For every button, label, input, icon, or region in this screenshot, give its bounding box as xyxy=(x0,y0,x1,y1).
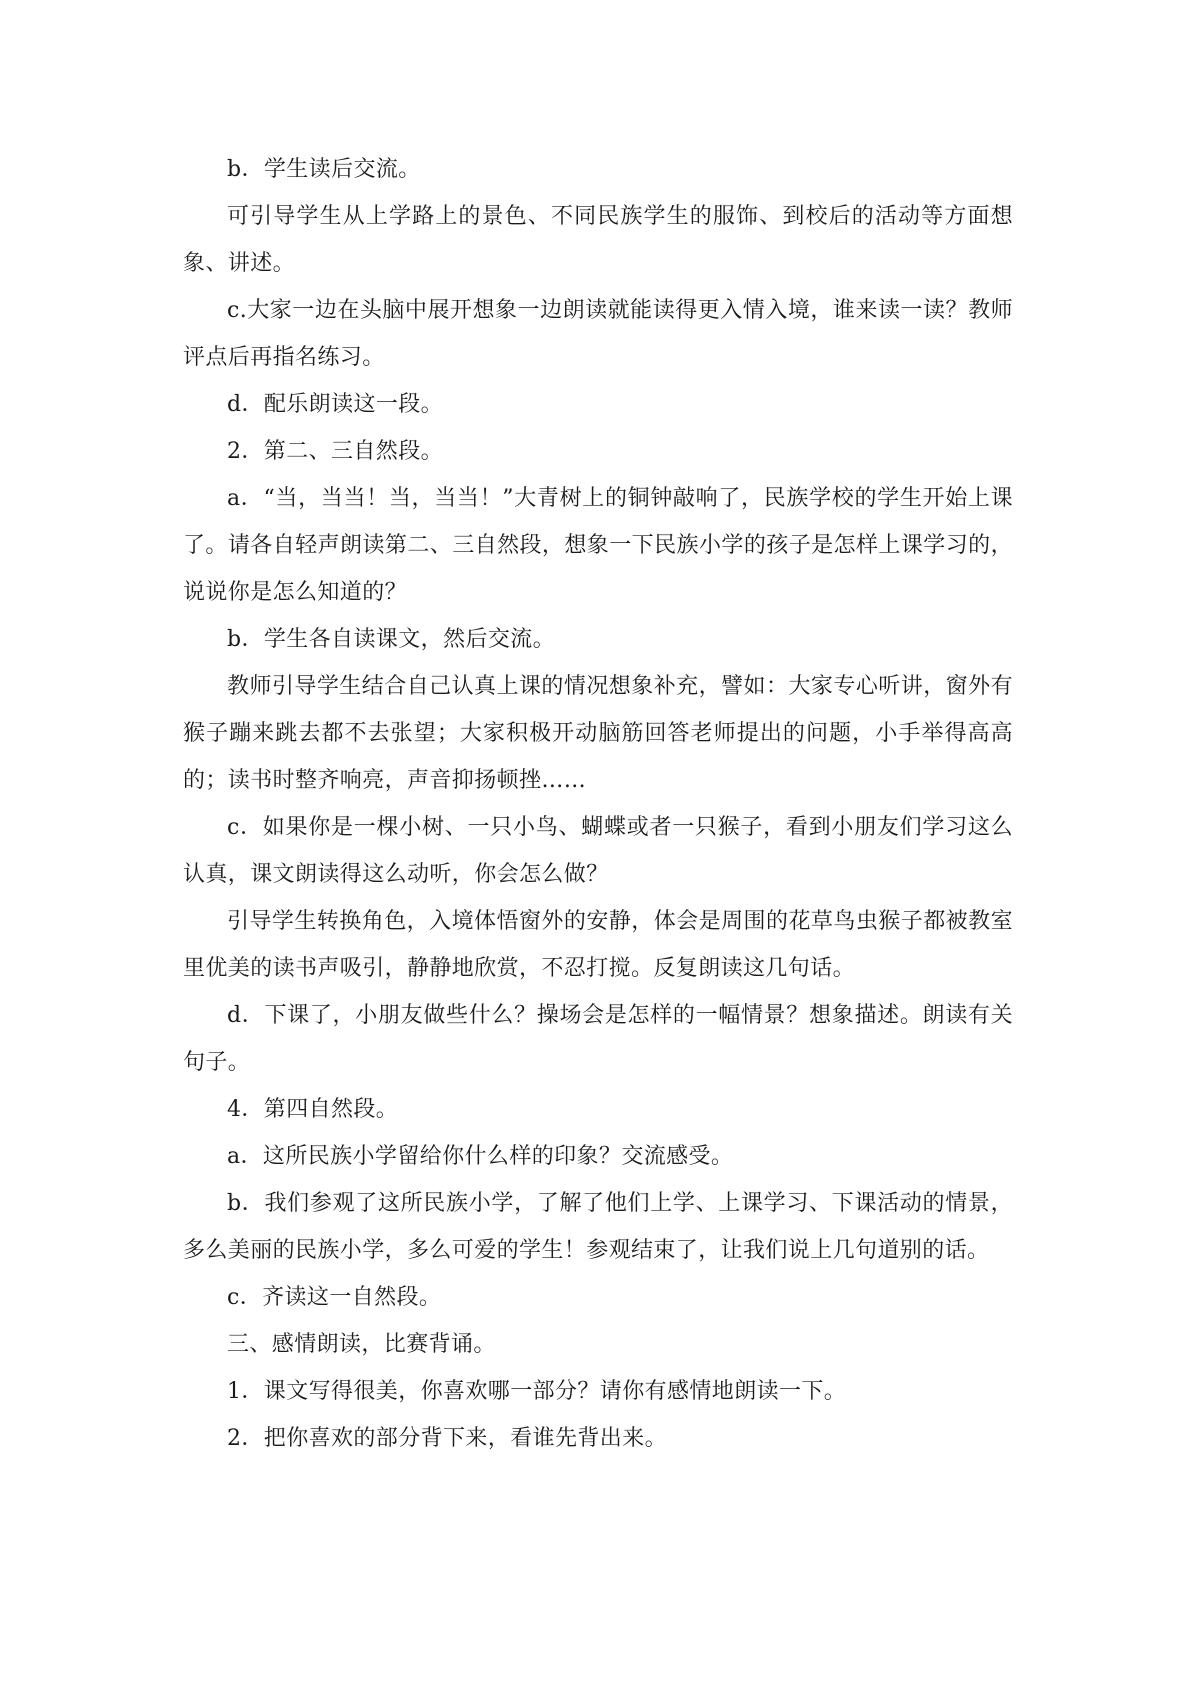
paragraph-c-read-aloud: c.大家一边在头脑中展开想象一边朗读就能读得更入情入境，谁来读一读？教师评点后再指名练习。 xyxy=(183,298,1013,370)
paragraph-c-read-together: c．齐读这一自然段。 xyxy=(227,1285,442,1310)
paragraph-item-2: 2．把你喜欢的部分背下来，看谁先背出来。 xyxy=(227,1426,667,1451)
document-body xyxy=(183,146,1013,1462)
paragraph-role-change: 引导学生转换角色，入境体悟窗外的安静，体会是周围的花草鸟虫猴子都被教室里优美的读书声吸引，静静地欣赏，不忍打搅。反复朗读这几句话。 xyxy=(183,909,1013,981)
paragraph-c-role-play: c．如果你是一棵小树、一只小鸟、蝴蝶或者一只猴子，看到小朋友们学习这么认真，课文朗读得这么动听，你会怎么做？ xyxy=(183,815,1013,887)
paragraph-b-discuss: b．学生读后交流。 xyxy=(227,157,421,182)
paragraph-a-bell: a．“当，当当！当，当当！”大青树上的铜钟敲响了，民族学校的学生开始上课了。请各自轻声朗读第二、三自然段，想象一下民族小学的孩子是怎样上课学习的，说说你是怎么知道的？ xyxy=(183,486,1013,605)
paragraph-item-1: 1．课文写得很美，你喜欢哪一部分？请你有感情地朗读一下。 xyxy=(227,1379,847,1404)
paragraph-part-3-heading: 三、感情朗读，比赛背诵。 xyxy=(227,1332,496,1357)
paragraph-section-2: 2．第二、三自然段。 xyxy=(227,439,443,464)
paragraph-d-recess: d．下课了，小朋友做些什么？操场会是怎样的一幅情景？想象描述。朗读有关句子。 xyxy=(183,1003,1013,1075)
paragraph-section-4: 4．第四自然段。 xyxy=(227,1097,399,1122)
paragraph-d-music-reading: d．配乐朗读这一段。 xyxy=(227,392,444,417)
paragraph-teacher-guide: 教师引导学生结合自己认真上课的情况想象补充，譬如：大家专心听讲，窗外有猴子蹦来跳去都不去张望；大家积极开动脑筋回答老师提出的问题，小手举得高高的；读书时整齐响亮，声音抑扬顿挫…… xyxy=(183,674,1013,793)
paragraph-b-farewell: b．我们参观了这所民族小学，了解了他们上学、上课学习、下课活动的情景，多么美丽的民族小学，多么可爱的学生！参观结束了，让我们说上几句道别的话。 xyxy=(183,1191,1013,1263)
paragraph-guide-imagine: 可引导学生从上学路上的景色、不同民族学生的服饰、到校后的活动等方面想象、讲述。 xyxy=(183,204,1013,276)
paragraph-b-self-read: b．学生各自读课文，然后交流。 xyxy=(227,627,556,652)
paragraph-a-impression: a．这所民族小学留给你什么样的印象？交流感受。 xyxy=(227,1144,734,1169)
